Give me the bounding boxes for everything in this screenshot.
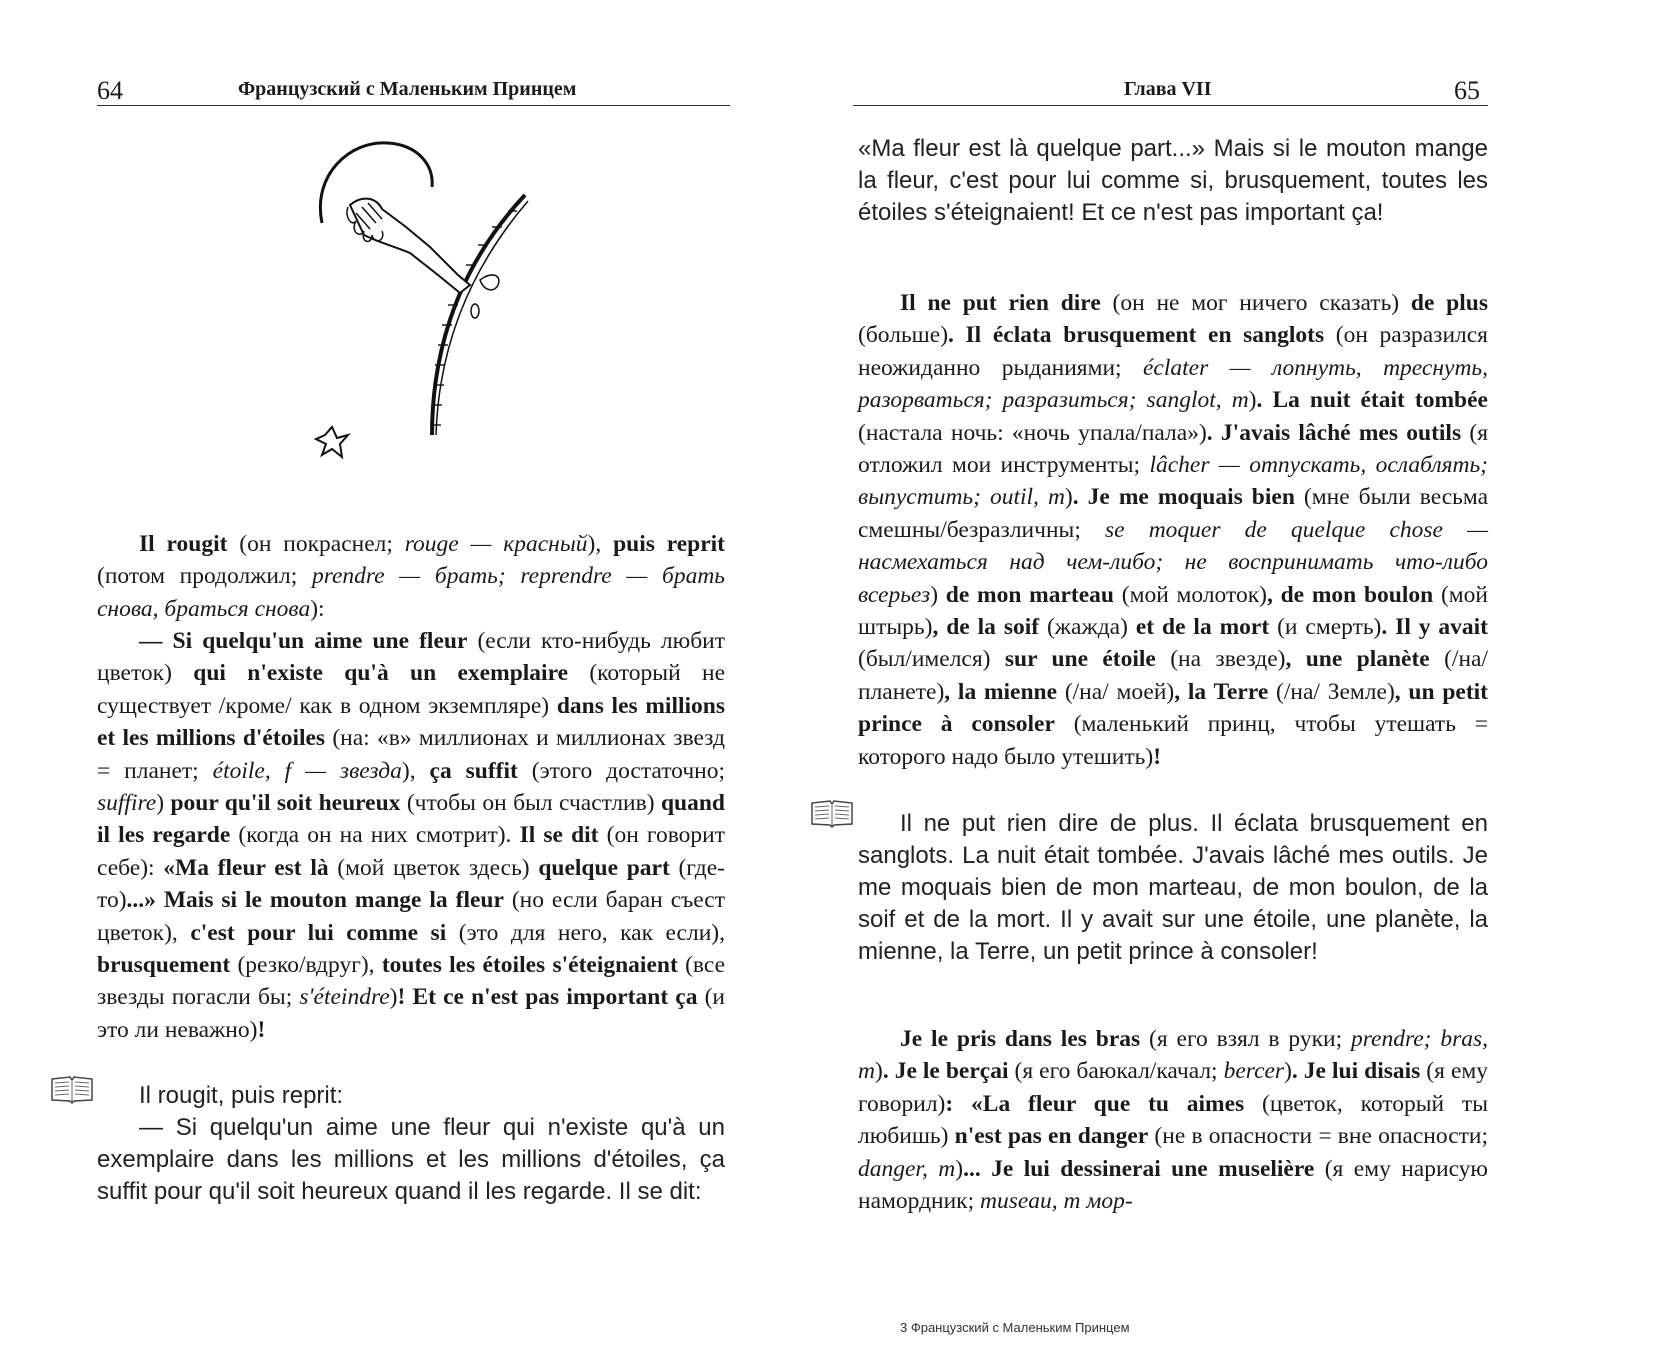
italic-gloss: prendre; bras, m	[858, 1026, 1488, 1085]
french-term: . Il éclata brusquement en sanglots	[948, 322, 1325, 349]
translation-text: (когда он на них смотрит).	[230, 822, 520, 849]
french-term: quelque part	[538, 854, 670, 881]
translation-text: (цветок, который ты любишь)	[858, 1090, 1488, 1150]
translation-text: )	[930, 581, 946, 608]
footer-signature-note: 3 Французский с Маленьким Принцем	[900, 1320, 1130, 1335]
french-term: puis reprit	[613, 531, 726, 557]
italic-gloss: s'éteindre	[299, 984, 390, 1011]
french-term: c'est pour lui comme si	[190, 919, 447, 946]
italic-gloss: bercer	[1223, 1058, 1285, 1085]
french-term: — Si quelqu'un aime une fleur	[139, 628, 468, 654]
translation-text: (все звезды погасли бы;	[97, 952, 725, 1011]
translation-text: (мой молоток)	[1114, 581, 1267, 608]
translation-text: ),	[587, 531, 614, 557]
french-term: ! Et ce n'est pas important ça	[397, 984, 698, 1011]
italic-gloss: danger, m	[858, 1155, 956, 1182]
french-term: . Je me moquais bien	[1072, 484, 1295, 511]
french-term: Il ne put rien dire	[900, 290, 1101, 316]
french-term: Il se dit	[519, 822, 599, 849]
french-term: de plus	[1410, 290, 1488, 316]
french-term: ça suffit	[429, 757, 518, 784]
translation-text: )	[1284, 1058, 1292, 1085]
french-term: toutes les étoiles s'éteignaient	[381, 952, 678, 979]
reading-paragraph-left	[97, 1080, 725, 1208]
translation-text: (это для него, как если),	[446, 919, 725, 946]
translation-text: (маленький принц, чтобы утешать = которого надо было утешить)	[858, 711, 1488, 770]
continuation-paragraph: «Ma fleur est là quelque part...» Mais si le mouton mange la fleur, c'est pour lui comme si, brusquement, toutes les étoiles s'éteignaient! Et ce n'est pas important ça!	[858, 135, 1488, 226]
italic-gloss: suffire	[97, 790, 157, 817]
left-page	[0, 0, 828, 1359]
italic-gloss: museau, m мор-	[980, 1188, 1133, 1215]
french-term: sur une étoile	[1004, 646, 1156, 673]
french-term: : «La fleur que tu aimes	[945, 1090, 1245, 1117]
translation-text: (он не мог ничего сказать)	[1100, 290, 1411, 316]
french-term: quand il les regarde	[97, 790, 725, 849]
french-term: Il rougit	[139, 531, 228, 557]
gloss-paragraph-1	[97, 528, 725, 625]
french-term: , la mienne	[944, 678, 1058, 705]
page-number-left: 64	[97, 76, 123, 105]
french-term: , la Terre	[1174, 678, 1269, 705]
translation-text: (этого достаточно;	[517, 757, 725, 784]
italic-gloss: prendre — брать; reprendre — брать снова, браться снова	[97, 563, 725, 622]
translation-text: (был/имелся)	[858, 646, 1005, 673]
translation-text: )	[1248, 387, 1257, 414]
french-term: , un petit prince à consoler	[858, 678, 1488, 738]
french-term: !	[257, 1016, 266, 1043]
page-number-right: 65	[1454, 76, 1480, 105]
italic-gloss: lâcher — отпускать, ослаблять; выпустить; outil, m	[858, 452, 1488, 511]
translation-text: (он разразился неожиданно рыданиями;	[858, 322, 1488, 381]
french-term: Je le pris dans les bras	[900, 1026, 1141, 1052]
translation-text: (на: «в» миллионах и миллионах звезд = планет;	[97, 725, 725, 784]
reading-line-2: — Si quelqu'un aime une fleur qui n'existe qu'à un exemplaire dans les millions et les millions d'étoiles, ça suffit pour qu'il soit heureux quand il les regarde. Il se dit:	[97, 1114, 725, 1205]
french-term: . La nuit était tombée	[1256, 387, 1488, 414]
translation-text: (если кто-нибудь любит цветок)	[97, 628, 725, 687]
gloss-text	[97, 531, 725, 622]
translation-text: (потом продолжил;	[97, 563, 312, 590]
french-term: ...» Mais si le mouton mange la fleur	[126, 887, 504, 914]
translation-text: (не в опасности = вне опасности;	[1148, 1123, 1488, 1150]
translation-text: )	[156, 790, 171, 817]
translation-text: (жажда)	[1039, 614, 1136, 641]
translation-text: ),	[401, 757, 430, 784]
french-term: . Il y avait	[1381, 614, 1489, 641]
little-prince-flower-star-drawing	[310, 135, 590, 495]
french-term: . J'avais lâché mes outils	[1206, 419, 1462, 446]
italic-gloss: se moquer de quelque chose — насмехаться над чем-либо; не воспринимать что-либо всерьез	[858, 516, 1488, 608]
translation-text: )	[955, 1155, 964, 1182]
gloss-text	[97, 628, 725, 1043]
translation-text: (но если баран съест цветок),	[97, 887, 725, 946]
french-term: , une planète	[1285, 646, 1430, 673]
french-term: «Ma fleur est là	[163, 854, 329, 881]
translation-text: (на звезде)	[1155, 646, 1286, 673]
french-term: , de la soif	[932, 614, 1040, 641]
french-term: , de mon boulon	[1266, 581, 1434, 608]
translation-text: (где-то)	[97, 854, 725, 914]
translation-text: )	[874, 1058, 883, 1085]
translation-text: (мой цветок здесь)	[328, 854, 539, 881]
translation-text: (настала ночь: «ночь упала/пала»)	[858, 419, 1207, 446]
header-rule-left	[97, 105, 730, 106]
translation-text: (я отложил мои инструменты;	[858, 419, 1489, 479]
gloss-text	[858, 290, 1488, 770]
french-term: de mon marteau	[945, 581, 1114, 608]
french-term: . Je lui disais	[1291, 1058, 1421, 1085]
header-rule-right	[853, 105, 1488, 106]
translation-text: )	[389, 984, 398, 1011]
french-term: dans les millions et les millions d'étoiles	[97, 692, 725, 752]
french-term: pour qu'il soit heureux	[170, 790, 401, 817]
reading-line-1: Il rougit, puis reprit:	[139, 1082, 344, 1109]
gloss-paragraph-4	[858, 1023, 1488, 1217]
translation-text: (/на/ Земле)	[1268, 678, 1395, 705]
italic-gloss: étoile, f — звезда	[212, 757, 402, 784]
gloss-text	[858, 1026, 1488, 1214]
translation-text: (я его баюкал/качал;	[1008, 1058, 1224, 1085]
french-term: et de la mort	[1135, 614, 1270, 641]
french-term: brusquement	[97, 952, 231, 979]
translation-text: (/на/ планете)	[858, 646, 1488, 705]
french-term: qui n'existe qu'à un exemplaire	[193, 660, 569, 687]
translation-text: (я его взял в руки;	[1140, 1026, 1351, 1052]
gloss-paragraph-3	[858, 287, 1488, 773]
open-book-icon	[810, 798, 854, 828]
reading-paragraph-right: Il ne put rien dire de plus. Il éclata brusquement en sanglots. La nuit était tombée. J'avais lâché mes outils. Je me moquais bien de mon marteau, de mon boulon, de la soif et de la mort. Il y avait sur une étoile, une planète, la mienne, la Terre, un petit prince à consoler!	[858, 810, 1488, 965]
translation-text: ):	[310, 595, 325, 622]
french-term: ... Je lui dessinerai une muselière	[963, 1155, 1315, 1182]
translation-text: (мне были весьма смешны/безразличны;	[858, 484, 1488, 543]
translation-text: (и смерть)	[1269, 614, 1382, 641]
translation-text: (мой штырь)	[858, 581, 1488, 641]
translation-text: (и это ли неважно)	[97, 984, 726, 1043]
translation-text: (он говорит себе):	[97, 822, 725, 881]
translation-text: (который не существует /кроме/ как в одном экземпляре)	[97, 660, 725, 719]
right-page	[828, 0, 1657, 1359]
italic-gloss: rouge — красный	[404, 531, 588, 557]
translation-text: (резко/вдруг),	[230, 952, 382, 979]
translation-text: )	[1064, 484, 1073, 511]
gloss-paragraph-2	[97, 625, 725, 1046]
french-term: . Je le berçai	[882, 1058, 1009, 1085]
open-book-icon	[50, 1074, 94, 1104]
french-term: n'est pas en danger	[954, 1123, 1149, 1150]
italic-gloss: éclater — лопнуть, треснуть, разорваться; разразиться; sanglot, m	[858, 354, 1488, 414]
translation-text: (я ему говорил)	[858, 1058, 1489, 1117]
translation-text: (больше)	[858, 322, 949, 349]
translation-text: (чтобы он был счастлив)	[400, 790, 661, 817]
running-head-right: Глава VII	[1124, 78, 1212, 100]
french-term: !	[1153, 743, 1162, 770]
translation-text: (он покраснел;	[227, 531, 405, 557]
running-head-left: Французский с Маленьким Принцем	[238, 78, 577, 100]
translation-text: (я ему нарисую намордник;	[858, 1155, 1488, 1215]
translation-text: (/на/ моей)	[1057, 678, 1175, 705]
